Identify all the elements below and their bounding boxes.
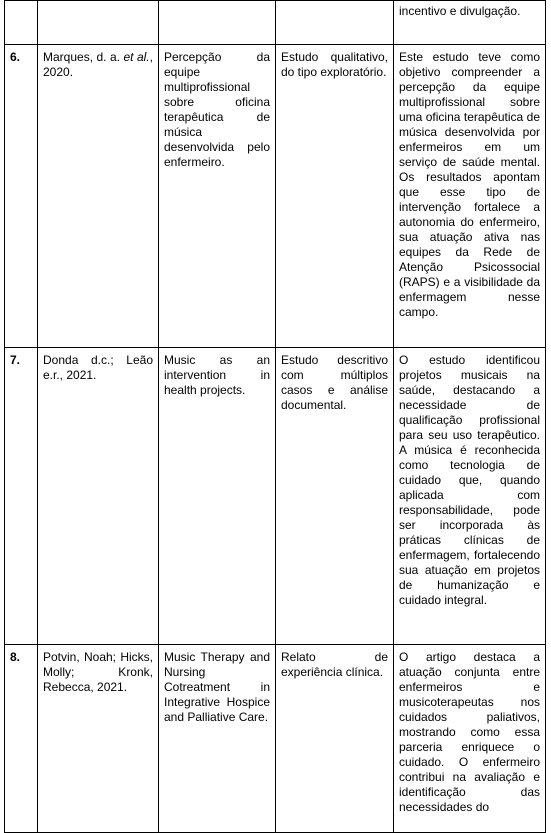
cell-study-type: Estudo qualitativo, do tipo exploratório. — [276, 45, 394, 348]
cell-result: Este estudo teve como objetivo compreender a percepção da equipe multiprofissional sobre uma oficina terapêutica de música desenvolvida por enfermeiros em um serviço de saúde mental. Os resultados apontam que esse tipo de intervenção fortalece a autonomia do enfermeiro, sua atuação ativa nas equipes da Rede de Atenção Psicossocial (RAPS) e a visibilidade da enfermagem nesse campo. — [394, 45, 546, 348]
cell-number — [5, 1, 38, 45]
cell-result: O artigo destaca a atuação conjunta entre enfermeiros e musicoterapeutas nos cuidados paliativos, mostrando como essa parceria enriquece o cuidado. O enfermeiro contribui na avaliação e identificação das necessidades do — [394, 645, 546, 833]
cell-title — [159, 1, 276, 45]
cell-title: Percepção da equipe multiprofissional sobre oficina terapêutica de música desenvolvida pelo enfermeiro. — [159, 45, 276, 348]
table-row — [5, 348, 546, 645]
cell-authors: Donda d.c.; Leão e.r., 2021. — [38, 348, 159, 645]
cell-result: incentivo e divulgação. — [394, 1, 546, 45]
cell-study-type: Estudo descritivo com múltiplos casos e análise documental. — [276, 348, 394, 645]
cell-title: Music as an intervention in health projects. — [159, 348, 276, 645]
table-row — [5, 645, 546, 833]
authors-year: , 2020. — [43, 50, 153, 79]
literature-review-table — [4, 0, 546, 833]
authors-et-al: et al. — [123, 50, 150, 64]
cell-number: 6. — [5, 45, 38, 348]
cell-title: Music Therapy and Nursing Cotreatment in Integrative Hospice and Palliative Care. — [159, 645, 276, 833]
table-row-continuation — [5, 1, 546, 45]
cell-study-type — [276, 1, 394, 45]
authors-text: Marques, d. a. — [43, 50, 120, 64]
table-row — [5, 45, 546, 348]
cell-study-type: Relato de experiência clínica. — [276, 645, 394, 833]
cell-authors — [38, 45, 159, 348]
cell-number: 7. — [5, 348, 38, 645]
cell-authors — [38, 1, 159, 45]
cell-number: 8. — [5, 645, 38, 833]
cell-authors: Potvin, Noah; Hicks, Molly; Kronk, Rebecca, 2021. — [38, 645, 159, 833]
cell-result: O estudo identificou projetos musicais na saúde, destacando a necessidade de qualificação profissional para seu uso terapêutico. A música é reconhecida como tecnologia de cuidado que, quando aplicada com responsabilidade, pode ser incorporada às práticas clínicas de enfermagem, fortalecendo sua atuação em projetos de humanização e cuidado integral. — [394, 348, 546, 645]
